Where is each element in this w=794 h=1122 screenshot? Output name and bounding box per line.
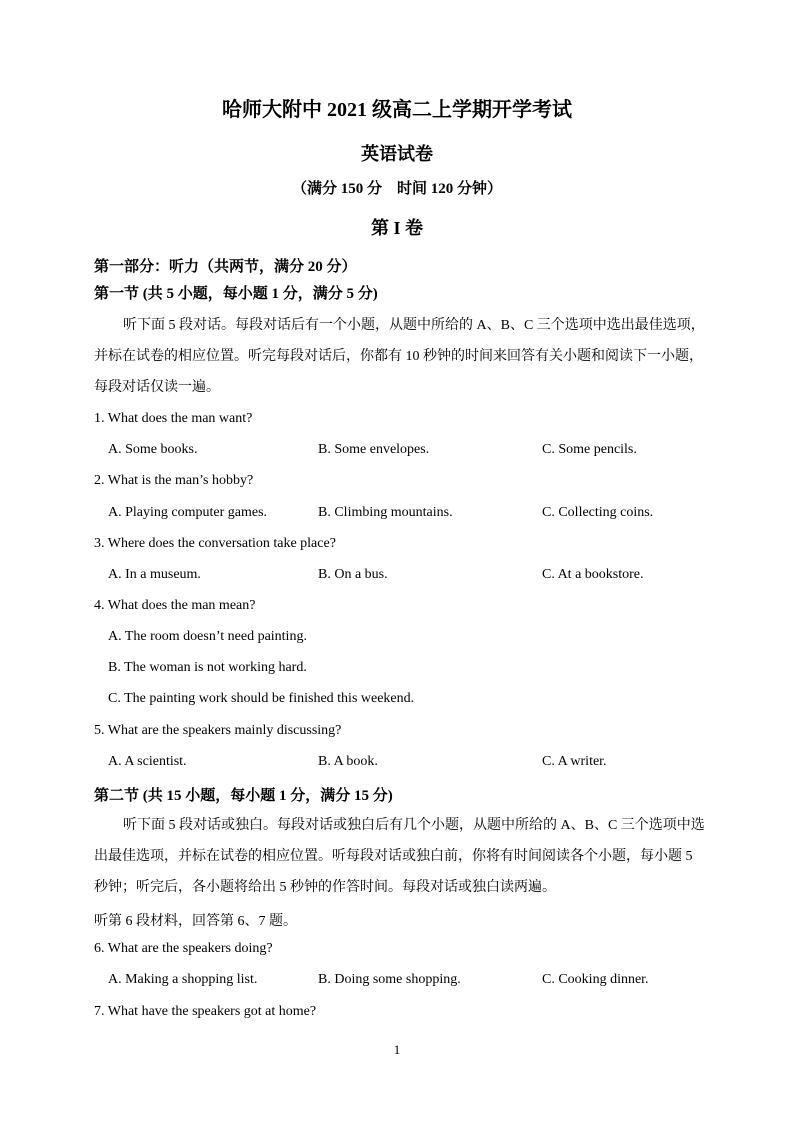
q4-option-a: A. The room doesn’t need painting.: [108, 629, 307, 644]
question-6: 6. What are the speakers doing?: [94, 941, 273, 956]
q6-option-a: A. Making a shopping list.: [108, 972, 258, 987]
q2-option-c: C. Collecting coins.: [542, 505, 654, 520]
instruction-line: 并标在试卷的相应位置。听完每段对话后，你都有 10 秒钟的时间来回答有关小题和阅读下一小题，: [94, 349, 703, 364]
q2-option-a: A. Playing computer games.: [108, 505, 268, 520]
q5-option-b: B. A book.: [318, 754, 378, 769]
instruction-line: 出最佳选项，并标在试卷的相应位置。听每段对话或独白前，你将有时间阅读各个小题，每小题 5: [94, 849, 693, 864]
question-1: 1. What does the man want?: [94, 411, 253, 426]
question-7: 7. What have the speakers got at home?: [94, 1004, 317, 1019]
instruction-line: 秒钟；听完后，各小题将给出 5 秒钟的作答时间。每段对话或独白读两遍。: [94, 880, 556, 895]
exam-title: 哈师大附中 2021 级高二上学期开学考试: [222, 99, 572, 121]
q3-option-c: C. At a bookstore.: [542, 567, 644, 582]
q2-option-b: B. Climbing mountains.: [318, 505, 453, 520]
instruction-line: 每段对话仅读一遍。: [94, 380, 220, 395]
q1-option-c: C. Some pencils.: [542, 442, 637, 457]
q6-option-c: C. Cooking dinner.: [542, 972, 649, 987]
q5-option-a: A. A scientist.: [108, 754, 187, 769]
q1-option-a: A. Some books.: [108, 442, 198, 457]
section1-instructions: [94, 310, 705, 403]
q3-option-b: B. On a bus.: [318, 567, 388, 582]
q5-option-c: C. A writer.: [542, 754, 607, 769]
exam-subject: 英语试卷: [361, 144, 433, 164]
instruction-line: 听下面 5 段对话。每段对话后有一个小题，从题中所给的 A、B、C 三个选项中选出最佳选项，: [123, 318, 705, 333]
q6-option-b: B. Doing some shopping.: [318, 972, 461, 987]
page-number: 1: [393, 1042, 401, 1057]
section2-instructions: [94, 810, 705, 903]
instruction-line: 听下面 5 段对话或独白。每段对话或独白后有几个小题，从题中所给的 A、B、C 三个选项中选: [123, 818, 705, 833]
volume-heading: 第 I 卷: [370, 218, 423, 238]
section2-heading: 第二节 (共 15 小题，每小题 1 分，满分 15 分): [94, 788, 393, 804]
question-4: 4. What does the man mean?: [94, 598, 256, 613]
question-5: 5. What are the speakers mainly discussing?: [94, 723, 342, 738]
q4-option-c: C. The painting work should be finished this weekend.: [108, 691, 415, 706]
q1-option-b: B. Some envelopes.: [318, 442, 430, 457]
question-2: 2. What is the man’s hobby?: [94, 473, 254, 488]
part1-heading: 第一部分：听力（共两节，满分 20 分）: [94, 259, 357, 275]
q4-option-b: B. The woman is not working hard.: [108, 660, 307, 675]
exam-meta: （满分 150 分 时间 120 分钟）: [291, 181, 502, 197]
section1-heading: 第一节 (共 5 小题，每小题 1 分，满分 5 分): [94, 286, 378, 302]
q3-option-a: A. In a museum.: [108, 567, 201, 582]
material-note: 听第 6 段材料，回答第 6、7 题。: [94, 914, 297, 929]
question-3: 3. Where does the conversation take place?: [94, 536, 336, 551]
